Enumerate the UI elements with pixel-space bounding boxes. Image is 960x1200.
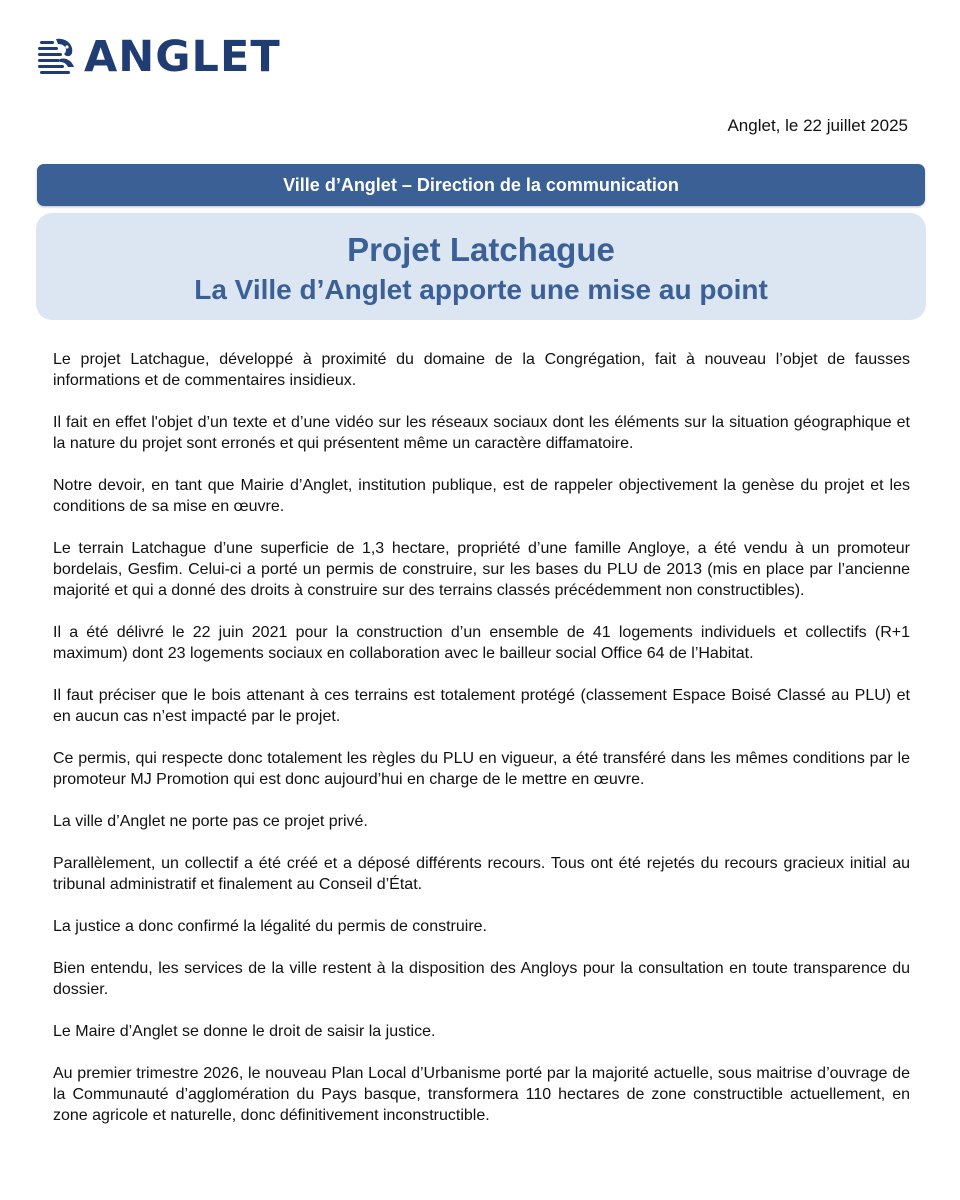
lion-emblem-icon <box>38 37 76 77</box>
paragraph: Le projet Latchague, développé à proximité du domaine de la Congrégation, fait à nouveau l’objet de fausses informations et de commentaires insidieux. <box>53 351 910 389</box>
banner-label: Ville d’Anglet – Direction de la communication <box>283 174 679 195</box>
page-subtitle: La Ville d’Anglet apporte une mise au point <box>194 274 768 305</box>
paragraph: La justice a donc confirmé la légalité du permis de construire. <box>53 918 487 935</box>
paragraph: Le terrain Latchague d’une superficie de 1,3 hectare, propriété d’une famille Angloye, a été vendu à un promoteur bordelais, Gesfim. Celui-ci a porté un permis de construire, sur les bases du PLU de 2013 (mis en place par l’ancienne majorité et qui a donné des droits à construire sur des terrains classés précédemment non constructibles). <box>53 540 910 599</box>
press-release-body <box>53 349 910 1147</box>
document-date: Anglet, le 22 juillet 2025 <box>727 116 908 135</box>
paragraph: Ce permis, qui respecte donc totalement les règles du PLU en vigueur, a été transféré dans les mêmes conditions par le promoteur MJ Promotion qui est donc aujourd’hui en charge de le mettre en œuvre. <box>53 750 910 788</box>
page-title: Projet Latchague <box>347 231 615 268</box>
paragraph: Il fait en effet l'objet d’un texte et d’une vidéo sur les réseaux sociaux dont les éléments sur la situation géographique et la nature du projet sont erronés et qui présentent même un caractère diffamatoire. <box>53 414 910 452</box>
paragraph: Notre devoir, en tant que Mairie d’Anglet, institution publique, est de rappeler objectivement la genèse du projet et les conditions de sa mise en œuvre. <box>53 477 910 515</box>
paragraph: Bien entendu, les services de la ville restent à la disposition des Angloys pour la consultation en toute transparence du dossier. <box>53 960 910 998</box>
department-banner <box>37 164 925 206</box>
paragraph: Le Maire d’Anglet se donne le droit de saisir la justice. <box>53 1023 436 1040</box>
paragraph: Il faut préciser que le bois attenant à ces terrains est totalement protégé (classement Espace Boisé Classé au PLU) et en aucun cas n’est impacté par le projet. <box>53 687 910 725</box>
paragraph: Au premier trimestre 2026, le nouveau Plan Local d’Urbanisme porté par la majorité actuelle, sous maitrise d’ouvrage de la Communauté d’agglomération du Pays basque, transformera 110 hectares de zone constructible actuellement, en zone agricole et naturelle, donc définitivement inconstructible. <box>53 1065 910 1124</box>
paragraph: Il a été délivré le 22 juin 2021 pour la construction d’un ensemble de 41 logements individuels et collectifs (R+1 maximum) dont 23 logements sociaux en collaboration avec le bailleur social Office 64 de l’Habitat. <box>53 624 910 662</box>
title-box <box>36 213 926 320</box>
paragraph: Parallèlement, un collectif a été créé et a déposé différents recours. Tous ont été rejetés du recours gracieux initial au tribunal administratif et finalement au Conseil d’État. <box>53 855 910 893</box>
anglet-logo <box>38 32 281 82</box>
paragraph: La ville d’Anglet ne porte pas ce projet privé. <box>53 813 368 830</box>
logo-wordmark: ANGLET <box>84 32 281 82</box>
